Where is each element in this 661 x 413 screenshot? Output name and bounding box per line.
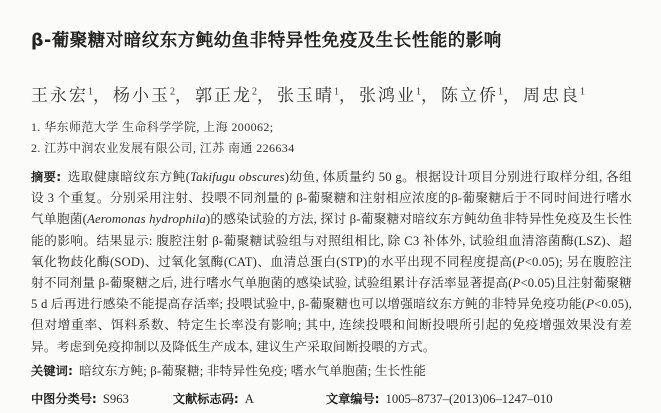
- article-id-value: 1005–8737–(2013)06–1247–010: [385, 391, 553, 406]
- clc-number-label: 中图分类号:: [31, 391, 97, 406]
- clc-number: [31, 389, 129, 409]
- abstract-italic-term: P: [586, 297, 595, 312]
- author-affiliation-superscript: 1: [416, 86, 421, 98]
- abstract-text-segment: )的感染试验的方法, 探讨 β-葡聚糖对暗纹东方鲀幼鱼非特异性免疫及生长性能的影响。结果显示: 腹腔注射 β-葡聚糖试验组与对照组相比, 除 C3 补体外, 试验组血清溶菌酶(LSZ)、超氧化物歧化酶(SOD)、过氧化氢酶(CAT)、血清总蛋白(STP)的水平出现不同程度提高(: [31, 212, 632, 269]
- author-separator: ，: [339, 86, 356, 105]
- footer-meta: [31, 389, 632, 409]
- author-name: 杨小玉$^2$: [113, 86, 175, 105]
- author-list: [31, 84, 632, 108]
- author-name: 周忠良$^1$: [523, 86, 585, 105]
- paper-title: β-葡聚糖对暗纹东方鲀幼鱼非特异性免疫及生长性能的影响: [31, 31, 502, 51]
- abstract-italic-term: Aeromonas hydrophila: [87, 212, 206, 227]
- abstract-label: 摘要:: [31, 170, 62, 184]
- author-name: 王永宏$^1$: [31, 86, 93, 105]
- author-name: 陈立侨$^1$: [441, 86, 503, 105]
- clc-number-value: S963: [102, 391, 129, 406]
- author-separator: ，: [503, 86, 520, 105]
- author-name: 张鸿业$^1$: [359, 86, 421, 105]
- keywords-text: 暗纹东方鲀; β-葡聚糖; 非特异性免疫; 嗜水气单胞菌; 生长性能: [79, 363, 427, 378]
- keywords-label: 关键词:: [31, 363, 74, 378]
- abstract-section: [31, 167, 632, 358]
- abstract-italic-term: P: [516, 254, 525, 269]
- paper-page: [31, 0, 632, 409]
- document-code-value: A: [244, 391, 254, 406]
- abstract-italic-term: Takifugu obscures: [190, 170, 285, 184]
- abstract-text-segment: <0.05), 但对增重率、饵料系数、特定生长率没有影响; 其中, 连续投喂和间断投喂所引起的免疫增强效果没有差异。考虑到免疫抑制以及降低生产成本, 建议生产采取间断投喂的方式。: [31, 297, 632, 354]
- author-affiliation-superscript: 2: [252, 86, 257, 98]
- article-id-label: 文章编号:: [325, 391, 380, 406]
- abstract-text-segment: <0.05)且注射葡聚糖 5 d 后再进行感染不能提高存活率; 投喂试验中, β-葡聚糖也可以增强暗纹东方鲀的非特异免疫功能(: [31, 276, 633, 312]
- abstract-text: [31, 170, 632, 354]
- document-code-label: 文献标志码:: [172, 391, 239, 406]
- author-separator: ，: [421, 86, 438, 105]
- affiliation-line: 1. 华东师范大学 生命科学学院, 上海 200062;: [31, 120, 274, 134]
- keywords-section: [31, 361, 632, 381]
- author-affiliation-superscript: 1: [580, 86, 585, 98]
- article-id: [326, 389, 553, 409]
- author-separator: ，: [257, 86, 274, 105]
- affiliation-line: 2. 江苏中润农业发展有限公司, 江苏 南通 226634: [31, 141, 295, 155]
- abstract-italic-term: P: [512, 276, 521, 291]
- abstract-text-segment: <0.05); 另在腹腔注射不同剂量 β-葡聚糖之后, 进行嗜水气单胞菌的感染试验, 试验组累计存活率显著提高(: [31, 254, 632, 291]
- author-name: 张玉晴$^1$: [277, 86, 339, 105]
- author-separator: ，: [175, 86, 192, 105]
- author-name: 郭正龙$^2$: [195, 86, 257, 105]
- affiliation-list: [31, 117, 632, 159]
- abstract-text-segment: 选取健康暗纹东方鲀(: [67, 170, 191, 184]
- author-affiliation-superscript: 1: [334, 86, 339, 98]
- author-affiliation-superscript: 1: [88, 86, 93, 98]
- document-code: [173, 389, 254, 409]
- author-affiliation-superscript: 1: [498, 86, 503, 98]
- author-separator: ，: [93, 86, 110, 105]
- abstract-text-segment: )幼鱼, 体质量约 50 g。根据设计项目分别进行取样分组, 各组设 3 个重复。分别采用注射、投喂不同剂量的 β-葡聚糖和注射相应浓度的β-葡聚糖后于不同时间进行嗜水气单胞菌(: [31, 170, 632, 227]
- author-affiliation-superscript: 2: [170, 86, 175, 98]
